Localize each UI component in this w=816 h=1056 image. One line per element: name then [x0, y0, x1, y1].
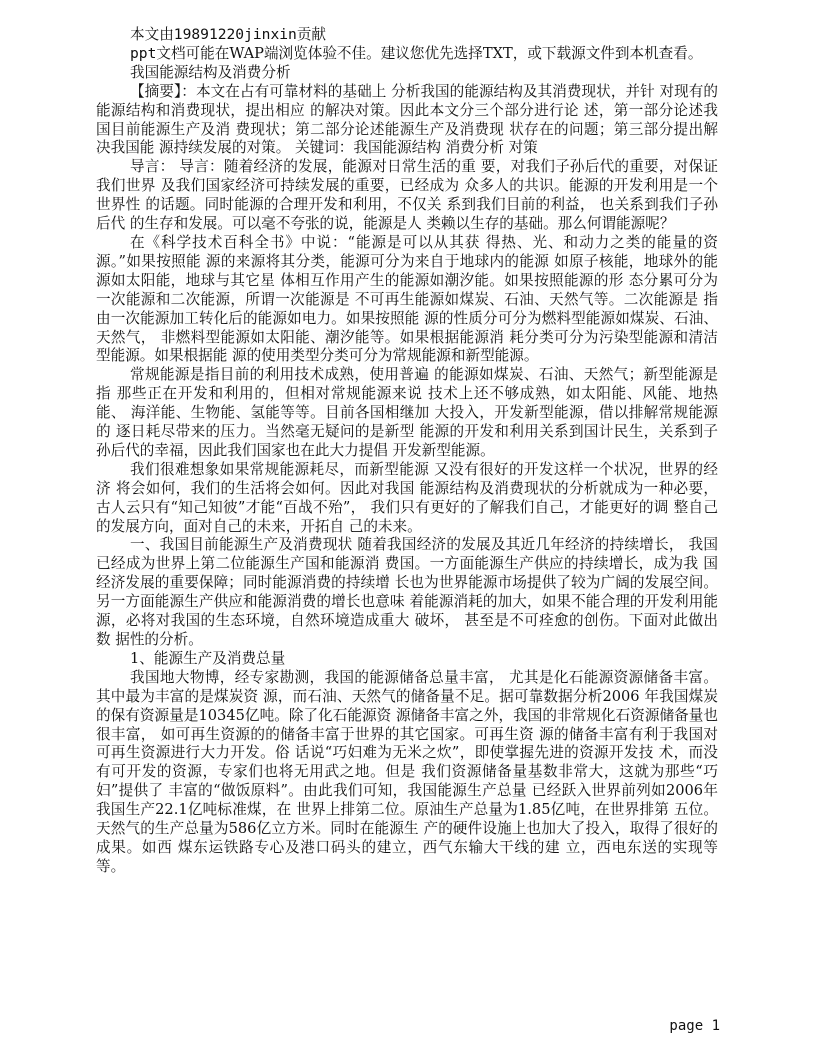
- conventional-energy-paragraph: 常规能源是指目前的利用技术成熟，使用普遍 的能源如煤炭、石油、天然气；新型能源是指 那些正在开发和利用的，但相对常规能源来说 技术上还不够成熟，如太阳能、风能、地热能、 海洋能、生物能、氢能等等。目前各国相继加 大投入，开发新型能源，借以排解常规能源的 逐日耗尽带来的压力。当然毫无疑问的是新型 能源的开发和利用关系到国计民生，关系到子 孙后代的幸福，因此我们国家也在此大力提倡 开发新型能源。: [96, 366, 718, 459]
- section-one-paragraph: 一、我国目前能源生产及消费现状 随着我国经济的发展及其近几年经济的持续增长， 我国已经成为世界上第二位能源生产国和能源消 费国。一方面能源生产供应的持续增长，成为我 国经济发展的重要保障；同时能源消费的持续增 长也为世界能源市场提供了较为广阔的发展空间。 另一方面能源生产供应和能源消费的增长也意味 着能源消耗的加大，如果不能合理的开发利用能 源，必将对我国的生态环境，自然环境造成重大 破坏， 甚至是不可痊愈的创伤。下面对此做出数 据性的分析。: [96, 536, 718, 648]
- definition-paragraph: 在《科学技术百科全书》中说：“能源是可以从其获 得热、光、和动力之类的能量的资源。”如果按照能 源的来源将其分类，能源可分为来自于地球内的能源 如原子核能，地球外的能源如太阳能，地球与其它星 体相互作用产生的能源如潮汐能。如果按照能源的形 态分累可分为一次能源和二次能源，所谓一次能源是 不可再生能源如煤炭、石油、天然气等。二次能源是 指由一次能源加工转化后的能源如电力。如果按照能 源的性质分可分为燃料型能源如煤炭、石油、天然气， 非燃料型能源如太阳能、潮汐能等。如果根据能源消 耗分类可分为污染型能源和清洁型能源。如果根据能 源的使用类型分类可分为常规能源和新型能源。: [96, 233, 718, 365]
- contributor-prefix: 本文由: [130, 26, 174, 43]
- abstract-paragraph: 【摘要】：本文在占有可靠材料的基础上 分析我国的能源结构及其消费现状，并针 对现有的能源结构和消费现状，提出相应 的解决对策。因此本文分三个部分进行论 述，第一部分论述我国目前能源生产及消 费现状；第二部分论述能源生产及消费现 状存在的问题；第三部分提出解决我国能 源持续发展的对策。 关键词：我国能源结构 消费分析 对策: [96, 82, 718, 157]
- notice-body: 文档可能在WAP端浏览体验不佳。建议您优先选择TXT，或下载源文件到本机查看。: [156, 44, 703, 62]
- necessity-paragraph: 我们很难想象如果常规能源耗尽，而新型能源 又没有很好的开发这样一个状况，世界的经济 将会如何，我们的生活将会如何。因此对我国 能源结构及消费现状的分析就成为一种必要， 古人云只有“知己知彼”才能“百战不殆”， 我们只有更好的了解我们自己，才能更好的调 整自己的发展方向，面对自己的未来，开拓自 己的未来。: [96, 460, 718, 535]
- contributor-name: 19891220jinxin: [173, 26, 297, 43]
- subsection-heading: 1、能源生产及消费总量: [130, 649, 286, 667]
- page-number: page 1: [669, 1018, 720, 1034]
- production-paragraph: 我国地大物博，经专家勘测，我国的能源储备总量丰富， 尤其是化石能源资源储备丰富。其中最为丰富的是煤炭资 源，而石油、天然气的储备量不足。据可靠数据分析2006 年我国煤炭的保有资源量是10345亿吨。除了化石能源资 源储备丰富之外，我国的非常规化石资源储备量也很丰富， 如可再生资源的的储备丰富于世界的其它国家。可再生资 源的储备丰富有利于我国对可再生资源进行大力开发。俗 话说“巧妇难为无米之炊”，即使掌握先进的资源开发技 术，而没有可开发的资源，专家们也将无用武之地。但是 我们资源储备量基数非常大，这就为那些“巧妇”提供了 丰富的“做饭原料”。由此我们可知，我国能源生产总量 已经跃入世界前列如2006年我国生产22.1亿吨标准煤，在 世界上排第二位。原油生产总量为1.85亿吨，在世界排第 五位。天然气的生产总量为586亿立方米。同时在能源生 产的硬件设施上也加大了投入，取得了很好的成果。如西 煤东运铁路专心及港口码头的建立，西气东输大干线的建 立，西电东送的实现等等。: [96, 668, 718, 875]
- introduction-paragraph: 导言： 导言：随着经济的发展，能源对日常生活的重 要，对我们子孙后代的重要，对保证我们世界 及我们国家经济可持续发展的重要，已经成为 众多人的共识。能源的开发利用是一个世界性 的话题。同时能源的合理开发和利用，不仅关 系到我们目前的利益， 也关系到我们子孙后代 的生存和发展。可以毫不夸张的说，能源是人 类赖以生存的基础。那么何谓能源呢？: [96, 158, 718, 233]
- notice-prefix: ppt: [130, 44, 157, 62]
- contributor-suffix: 贡献: [296, 26, 327, 43]
- wap-notice: [96, 45, 718, 64]
- document-title: 我国能源结构及消费分析: [130, 63, 291, 81]
- contributor-line: [96, 26, 718, 45]
- document-page: [96, 26, 718, 877]
